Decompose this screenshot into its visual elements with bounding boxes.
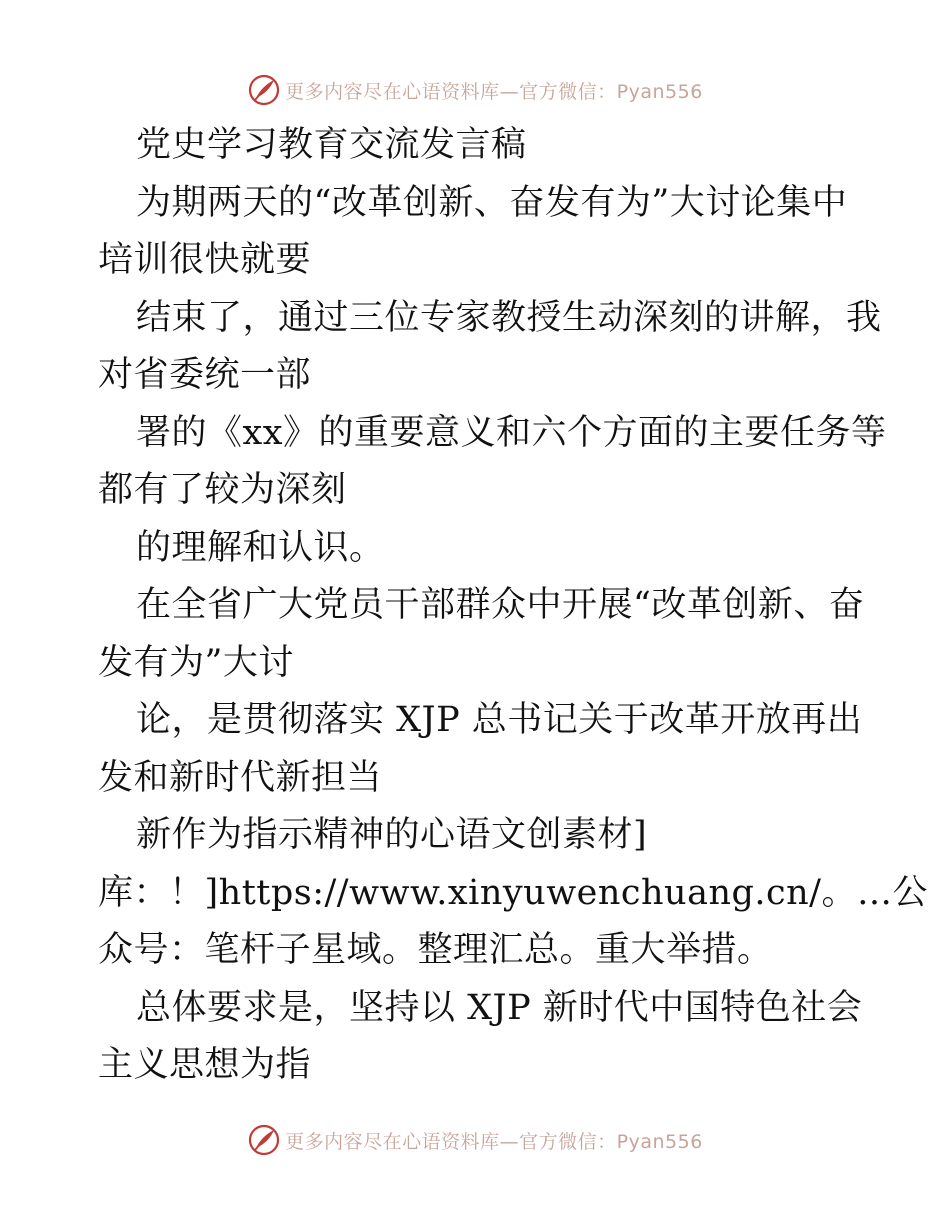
header-banner	[0, 70, 950, 110]
text-line: 都有了较为深刻	[98, 470, 347, 510]
text-line: 主义思想为指	[98, 1045, 312, 1085]
text-line: 党史学习教育交流发言稿	[136, 125, 527, 165]
text-line: 结束了，通过三位专家教授生动深刻的讲解，我	[136, 297, 882, 338]
feather-logo-icon	[247, 1123, 281, 1157]
feather-logo-icon	[247, 73, 281, 107]
text-line: 总体要求是，坚持以 XJP 新时代中国特色社会	[136, 987, 863, 1028]
document-body	[98, 117, 928, 1095]
text-line: 为期两天的“改革创新、奋发有为”大讨论集中	[136, 182, 848, 223]
text-line: 新作为指示精神的心语文创素材]	[136, 815, 648, 855]
header-banner-text: 更多内容尽在心语资料库—官方微信：Pyan556	[285, 80, 703, 103]
text-line: 发和新时代新担当	[98, 757, 383, 798]
footer-banner	[0, 1120, 950, 1160]
text-line: 署的《xx》的重要意义和六个方面的主要任务等	[136, 412, 887, 453]
text-line: 论，是贯彻落实 XJP 总书记关于改革开放再出	[136, 700, 863, 740]
text-line: 的理解和认识。	[136, 527, 385, 568]
text-line: 对省委统一部	[98, 355, 312, 395]
text-line: 众号：笔杆子星域。整理汇总。重大举措。	[98, 930, 773, 970]
text-line: 库：！]https://www.xinyuwenchuang.cn/。…公	[98, 872, 928, 913]
text-line: 培训很快就要	[98, 240, 312, 280]
text-line: 发有为”大讨	[98, 642, 294, 683]
footer-banner-text: 更多内容尽在心语资料库—官方微信：Pyan556	[285, 1130, 703, 1153]
text-line: 在全省广大党员干部群众中开展“改革创新、奋	[136, 585, 865, 625]
